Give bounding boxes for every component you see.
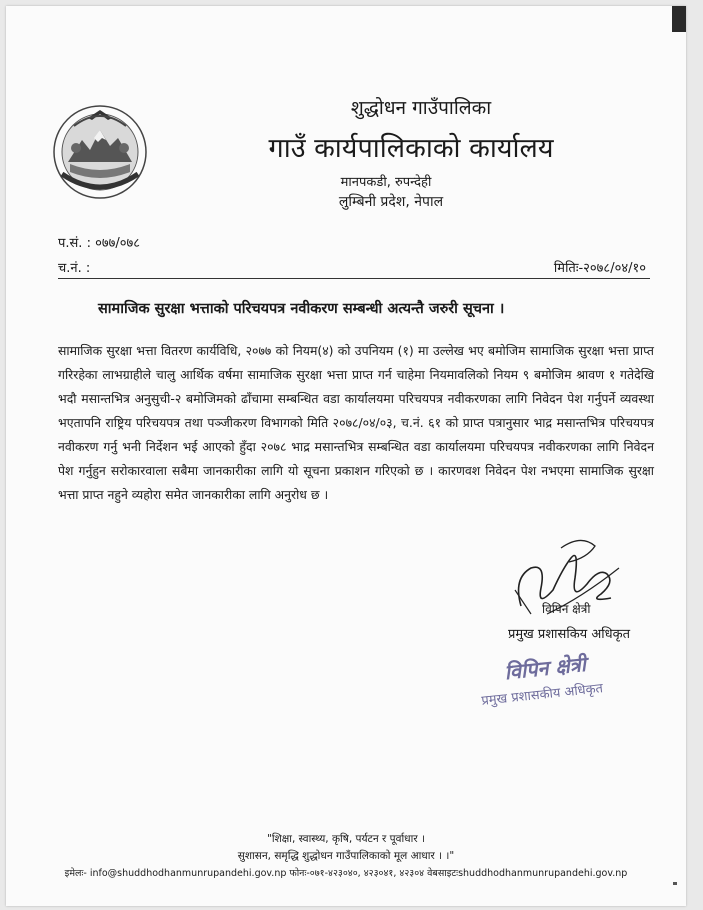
stamp-name: विपिन क्षेत्री bbox=[503, 651, 587, 685]
dispatch-number: च.नं. : bbox=[58, 261, 91, 276]
stamp-title: प्रमुख प्रशासकीय अधिकृत bbox=[480, 681, 604, 709]
letter-number: प.सं. : ०७७/०७८ bbox=[58, 236, 141, 251]
footer-contact: इमेलः- info@shuddhodhanmunrupandehi.gov.np फोनः-०७१-४२३०४०, ४२३०४१, ४२३०४ वेबसाइटःshuddhodhanmunrupandehi.gov.np bbox=[64, 868, 628, 879]
office-address: लुम्बिनी प्रदेश, नेपाल bbox=[338, 194, 444, 210]
municipality-name: शुद्धोधन गाउँपालिका bbox=[350, 97, 492, 119]
office-place: मानपकडी, रुपन्देही bbox=[340, 175, 432, 190]
scan-edge bbox=[672, 6, 686, 32]
scan-speck bbox=[673, 882, 677, 885]
signatory-title: प्रमुख प्रशासकिय अधिकृत bbox=[508, 627, 631, 642]
footer-motto-line-1: "शिक्षा, स्वास्थ्य, कृषि, पर्यटन र पूर्वाधार । bbox=[267, 833, 425, 845]
official-stamp bbox=[473, 643, 658, 721]
notice-body: सामाजिक सुरक्षा भत्ता वितरण कार्यविधि, २०७७ को नियम(४) को उपनियम (१) मा उल्लेख भए बमोजिम सामाजिक सुरक्षा भत्ता प्राप्त गरिरहेका लाभग्राहीले चालु आर्थिक वर्षमा सामाजिक सुरक्षा भत्ता प्राप्त गर्न चाहेमा नियमावलिको नियम ९ बमोजिम श्रावण १ गतेदेखि भदौ मसान्तभित्र अनुसुची-२ बमोजिमको ढाँचामा सम्बन्धित वडा कार्यालयमा परिचयपत्र नवीकरणका लागि निवेदन पेश गर्नुपर्ने व्यवस्था भएतापनि राष्ट्रिय परिचयपत्र तथा पञ्जीकरण विभागको मिति २०७८/०४/०३, च.नं. ६१ को प्राप्त पत्रानुसार भाद्र मसान्तभित्र परिचयपत्र नवीकरण गर्नु भनी निर्देशन भई आएको हुँदा २०७८ भाद्र मसान्तभित्र सम्बन्धित वडा कार्यालयमा परिचयपत्र नवीकरणका लागि निवेदन पेश गर्नुहुन सरोकारवाला सबैमा जानकारीका लागि यो सूचना प्रकाशन गरिएको छ । कारणवश निवेदन पेश नभएमा सामाजिक सुरक्षा भत्ता प्राप्त नहुने व्यहोरा समेत जानकारीका लागि अनुरोध छ । bbox=[58, 343, 654, 502]
letter-page bbox=[6, 6, 686, 906]
letter-date: मितिः-२०७८/०४/१० bbox=[553, 261, 646, 276]
header-divider bbox=[58, 278, 650, 279]
notice-subject: सामाजिक सुरक्षा भत्ताको परिचयपत्र नवीकरण सम्बन्धी अत्यन्तै जरुरी सूचना । bbox=[98, 301, 505, 317]
office-title: गाउँ कार्यपालिकाको कार्यालय bbox=[268, 133, 554, 164]
footer-motto-line-2: सुशासन, समृद्धि शुद्धोधन गाउँपालिकाको मूल आधार । ।" bbox=[237, 850, 455, 862]
nepal-emblem-icon bbox=[50, 102, 150, 202]
signatory-name: विपिन क्षेत्री bbox=[542, 602, 591, 616]
